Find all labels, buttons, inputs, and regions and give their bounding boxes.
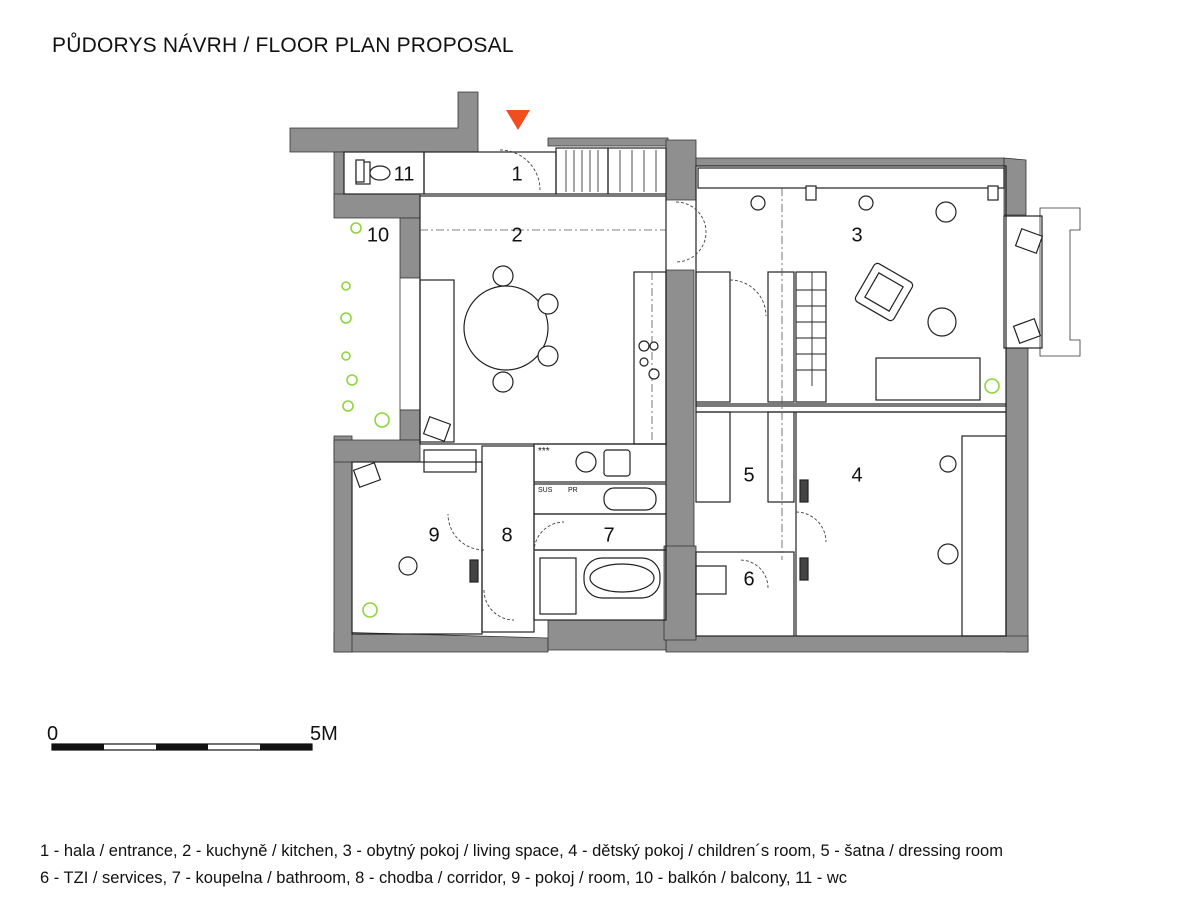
axis-lines (420, 188, 782, 560)
appliance-label-stars: *** (538, 446, 550, 457)
room-number-3: 3 (851, 224, 863, 247)
room-number-5: 5 (743, 464, 755, 487)
room-number-6: 6 (743, 568, 755, 591)
dining-chair (493, 372, 513, 392)
dining-chair (538, 294, 558, 314)
dining-chair (493, 266, 513, 286)
room-number-8: 8 (501, 524, 513, 547)
room-number-4: 4 (851, 464, 863, 487)
scale-end-label: 5M (310, 723, 338, 745)
room-number-9: 9 (428, 524, 440, 547)
scale-bar (52, 744, 312, 750)
room-number-2: 2 (511, 224, 523, 247)
room-number-1: 1 (511, 163, 523, 186)
entrance-marker-icon (506, 110, 530, 130)
room-number-7: 7 (603, 524, 615, 547)
dining-table (464, 286, 548, 370)
stairs (796, 272, 826, 386)
shelving (566, 150, 656, 192)
scale-start-label: 0 (47, 723, 59, 745)
dining-chair (538, 346, 558, 366)
legend-line-2: 6 - TZI / services, 7 - koupelna / bathroom, 8 - chodba / corridor, 9 - pokoj / room, 10 - balkón / balcony, 11 - wc (40, 869, 848, 887)
plan-title: PŮDORYS NÁVRH / FLOOR PLAN PROPOSAL (52, 34, 514, 57)
legend (40, 838, 1003, 892)
appliance-label-sus: SUS (538, 487, 553, 494)
room-number-10: 10 (366, 224, 390, 247)
room-number-11: 11 (393, 163, 415, 186)
furniture (354, 160, 1043, 614)
appliance-label-pr: PR (568, 487, 578, 494)
legend-line-1: 1 - hala / entrance, 2 - kuchyně / kitchen, 3 - obytný pokoj / living space, 4 - dětský pokoj / children´s room, 5 - šatna / dressing room (40, 842, 1003, 860)
